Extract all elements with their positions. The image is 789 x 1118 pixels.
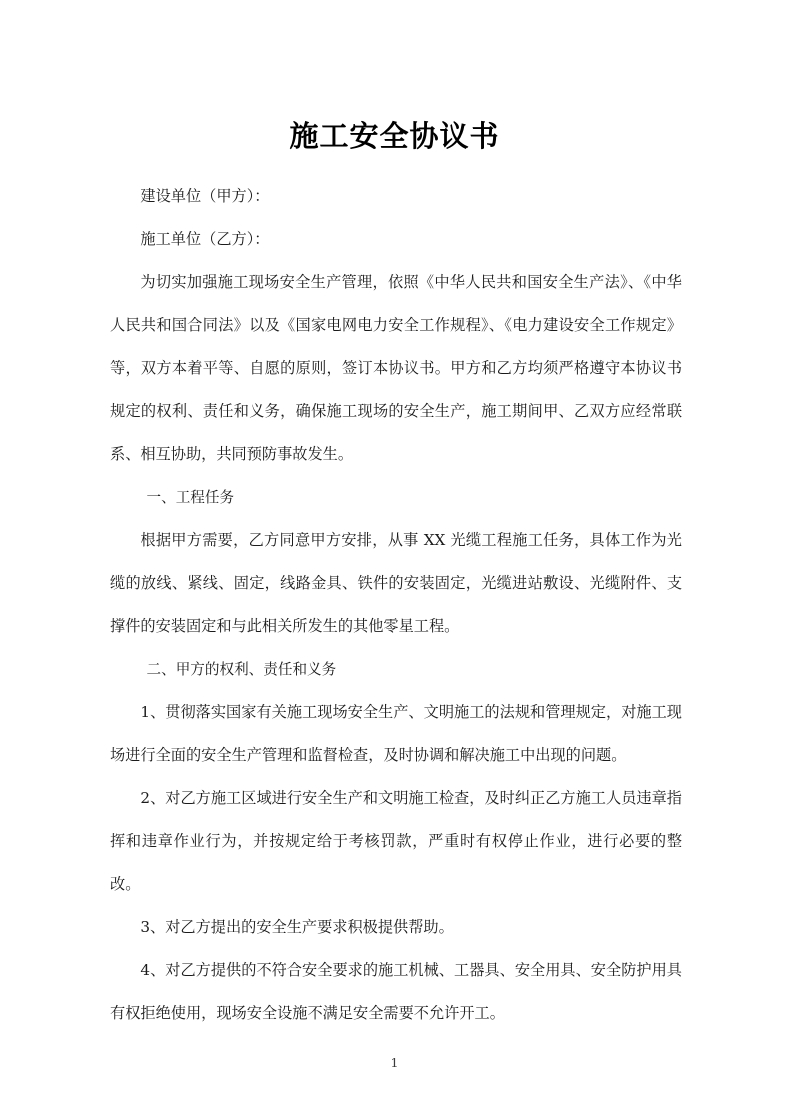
section-2-item-3: 3、对乙方提出的安全生产要求积极提供帮助。 — [140, 918, 454, 936]
section-2-item-1: 1、贯彻落实国家有关施工现场安全生产、文明施工的法规和管理规定，对施工现场进行全面的安全生产管理和监督检查，及时协调和解决施工中出现的问题。 — [110, 703, 682, 764]
preamble-paragraph: 为切实加强施工现场安全生产管理，依照《中华人民共和国安全生产法》、《中华人民共和国合同法》以及《国家电网电力安全工作规程》、《电力建设安全工作规定》等，双方本着平等、自愿的原则，签订本协议书。甲方和乙方均须严格遵守本协议书规定的权利、责任和义务，确保施工现场的安全生产，施工期间甲、乙双方应经常联系、相互协助，共同预防事故发生。 — [110, 273, 682, 463]
page-number: 1 — [390, 1055, 399, 1070]
section-1-paragraph-1: 根据甲方需要，乙方同意甲方安排，从事 XX 光缆工程施工任务，具体工作为光缆的放线、紧线、固定，线路金具、铁件的安装固定，光缆进站敷设、光缆附件、支撑件的安装固定和与此相关所发生的其他零星工程。 — [110, 531, 682, 635]
page-title: 施工安全协议书 — [289, 119, 500, 154]
document-body — [110, 175, 682, 1035]
section-heading-2: 二、甲方的权利、责任和义务 — [146, 661, 337, 678]
section-2-item-4: 4、对乙方提供的不符合安全要求的施工机械、工器具、安全用具、安全防护用具有权拒绝使用，现场安全设施不满足安全需要不允许开工。 — [110, 961, 682, 1022]
section-2-item-2: 2、对乙方施工区域进行安全生产和文明施工检查，及时纠正乙方施工人员违章指挥和违章作业行为，并按规定给于考核罚款，严重时有权停止作业，进行必要的整改。 — [110, 789, 682, 893]
party-line-contractor-unit: 施工单位（乙方）： — [140, 230, 270, 248]
section-heading-1: 一、工程任务 — [146, 489, 235, 506]
party-line-construction-unit: 建设单位（甲方）： — [140, 187, 270, 205]
